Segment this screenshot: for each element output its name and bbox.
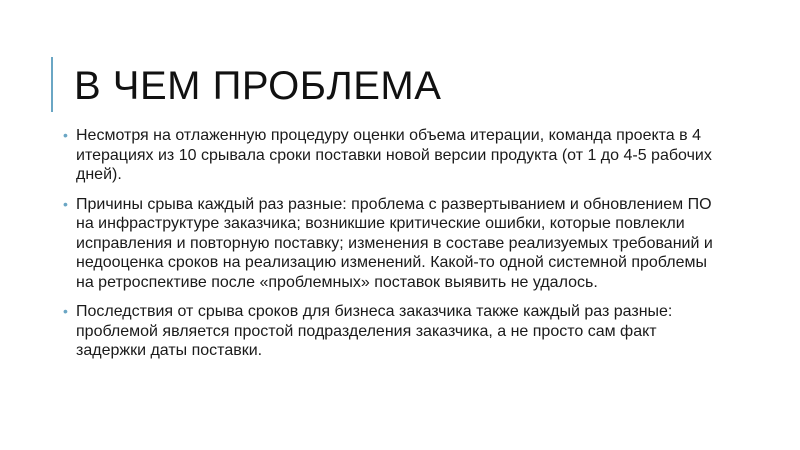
title-accent-bar [51, 57, 53, 112]
bullet-item [63, 302, 723, 361]
bullet-item [63, 126, 723, 185]
bullet-dot-icon: • [63, 195, 68, 212]
bullet-list [63, 126, 723, 371]
bullet-text: Причины срыва каждый раз разные: проблема с развертыванием и обновлением ПО на инфраструктуре заказчика; возникшие критические ошибки, которые повлекли исправления и повторную поставку; изменения в составе реализуемых требований и недооценка сроков на реализацию изменений. Какой-то одной системной проблемы на ретроспективе после «проблемных» поставок выявить не удалось. [76, 195, 713, 291]
bullet-text: Последствия от срыва сроков для бизнеса заказчика также каждый раз разные: проблемой является простой подразделения заказчика, а не просто сам факт задержки даты поставки. [76, 303, 673, 359]
slide-title: В ЧЕМ ПРОБЛЕМА [74, 64, 442, 108]
bullet-text: Несмотря на отлаженную процедуру оценки объема итерации, команда проекта в 4 итерациях из 10 срывала сроки поставки новой версии продукта (от 1 до 4-5 рабочих дней). [76, 127, 712, 183]
bullet-dot-icon: • [63, 303, 68, 319]
bullet-dot-icon: • [63, 127, 68, 143]
bullet-item [63, 195, 723, 293]
